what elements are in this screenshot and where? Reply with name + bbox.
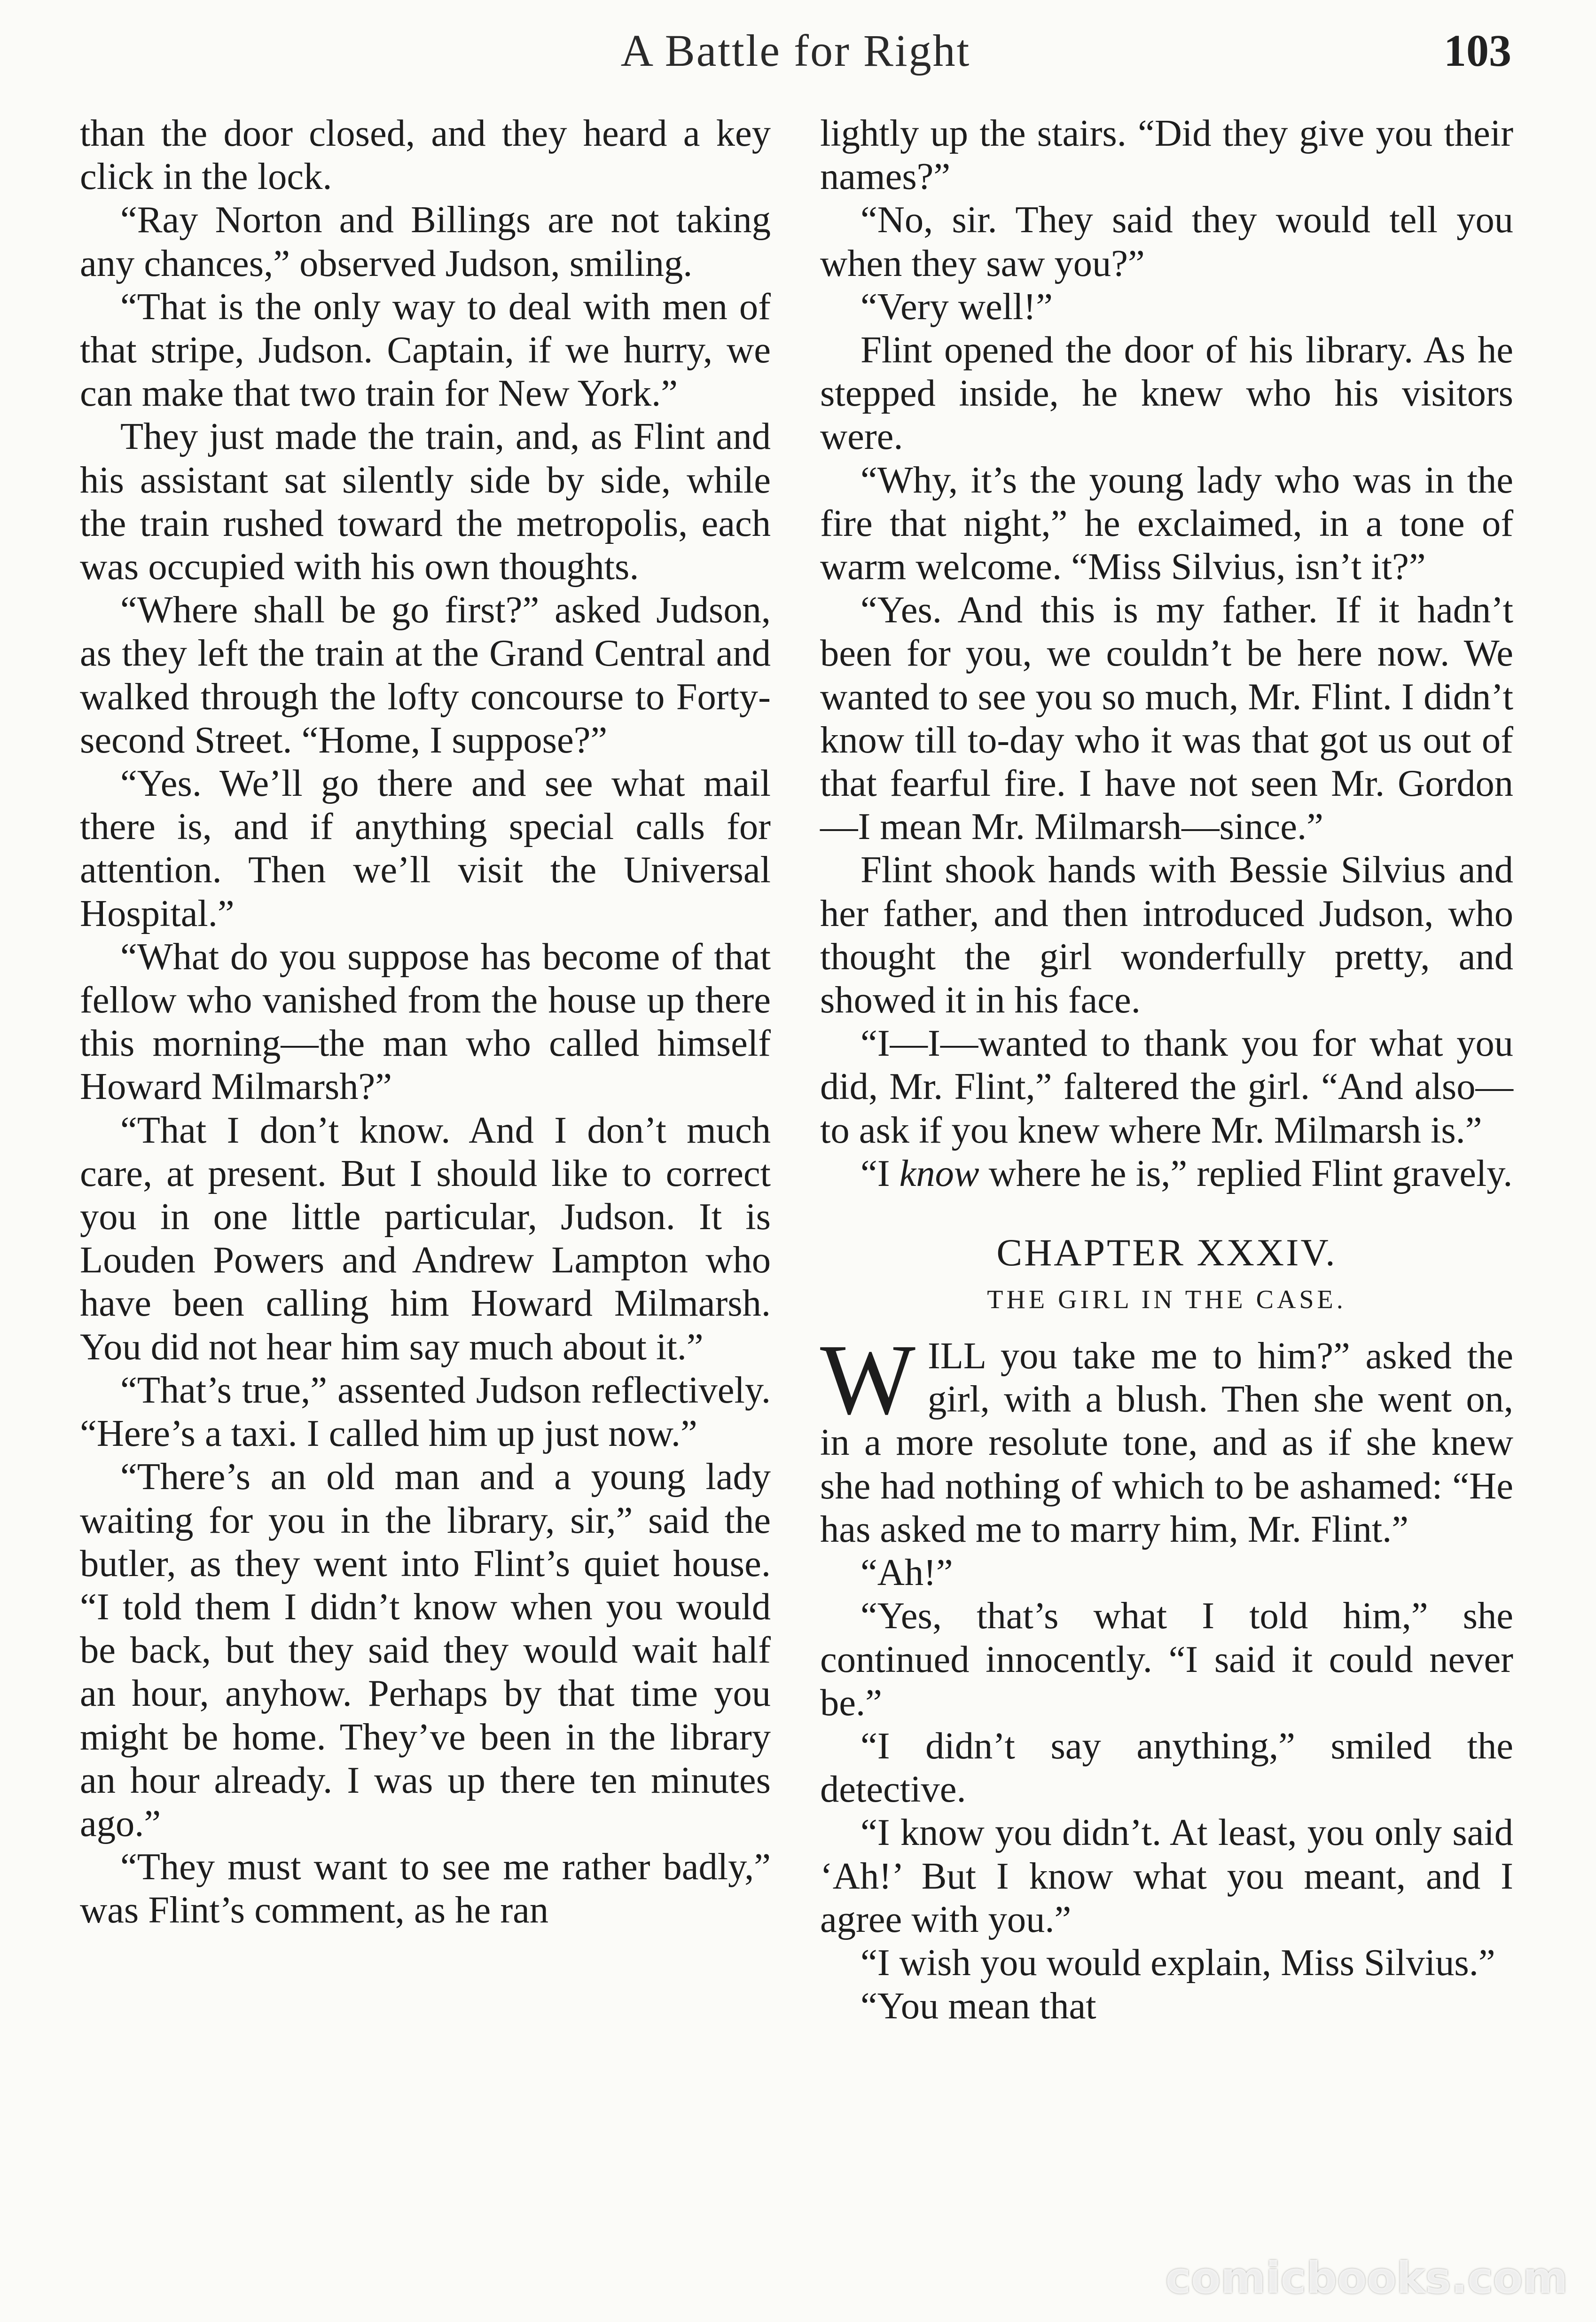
- paragraph: “Yes, that’s what I told him,” she continued innocently. “I said it could never be.”: [820, 1595, 1513, 1724]
- paragraph: “Ah!”: [861, 1552, 953, 1594]
- opening-text: ILL you take me to him?” asked the girl, with a blush. Then she went on, in a more resolute tone, and as if she knew she had nothing of which to be ashamed: “He has asked me to marry him, Mr. Flint.”: [820, 1335, 1513, 1550]
- right-column: [820, 112, 1513, 2028]
- paragraph: than the door closed, and they heard a key click in the lock.: [80, 112, 771, 198]
- paragraph: “Very well!”: [861, 285, 1053, 328]
- reply-text-start: “I: [861, 1152, 900, 1194]
- paragraph: “Ray Norton and Billings are not taking any chances,” observed Judson, smiling.: [80, 199, 771, 284]
- reply-text-end: where he is,” replied Flint gravely.: [979, 1152, 1513, 1194]
- paragraph: “That I don’t know. And I don’t much care, at present. But I should like to correct you in one little particular, Judson. It is Louden Powers and Andrew Lampton who have been calling him Howard Milmarsh. You did not hear him say much about it.”: [80, 1109, 771, 1368]
- paragraph: “That’s true,” assented Judson reflectively. “Here’s a taxi. I called him up just now.”: [80, 1369, 771, 1455]
- paragraph: “I—I—wanted to thank you for what you did, Mr. Flint,” faltered the girl. “And also—to ask if you knew where Mr. Milmarsh is.”: [820, 1022, 1513, 1151]
- paragraph: “There’s an old man and a young lady waiting for you in the library, sir,” said the butler, as they went into Flint’s quiet house. “I told them I didn’t know when you would be back, but they said they would wait half an hour, anyhow. Perhaps by that time you might be home. They’ve been in the library an hour already. I was up there ten minutes ago.”: [80, 1456, 771, 1844]
- paragraph: lightly up the stairs. “Did they give you their names?”: [820, 112, 1513, 198]
- paragraph: “No, sir. They said they would tell you when they saw you?”: [820, 199, 1513, 284]
- left-column: [80, 112, 771, 1932]
- paragraph: “What do you suppose has become of that fellow who vanished from the house up there this morning—the man who called himself Howard Milmarsh?”: [80, 935, 771, 1108]
- paragraph: Flint shook hands with Bessie Silvius and her father, and then introduced Judson, who thought the girl wonderfully pretty, and showed it in his face.: [820, 849, 1513, 1021]
- site-watermark: comicbooks.com: [1165, 2253, 1568, 2303]
- paragraph: They just made the train, and, as Flint and his assistant sat silently side by side, while the train rushed toward the metropolis, each was occupied with his own thoughts.: [80, 416, 771, 588]
- paragraph: “That is the only way to deal with men of that stripe, Judson. Captain, if we hurry, we can make that two train for New York.”: [80, 285, 771, 415]
- paragraph: “They must want to see me rather badly,” was Flint’s comment, as he ran: [80, 1846, 771, 1931]
- page-number: 103: [1444, 25, 1511, 76]
- paragraph: “Why, it’s the young lady who was in the fire that night,” he exclaimed, in a tone of warm welcome. “Miss Silvius, isn’t it?”: [820, 459, 1513, 588]
- paragraph: “Yes. And this is my father. If it hadn’t been for you, we couldn’t be here now. We wanted to see you so much, Mr. Flint. I didn’t know till to-day who it was that got us out of that fearful fire. I have not seen Mr. Gordon—I mean Mr. Milmarsh—since.”: [820, 589, 1513, 848]
- chapter-title: CHAPTER XXXIV.: [996, 1231, 1337, 1274]
- paragraph: “I wish you would explain, Miss Silvius.”: [861, 1941, 1495, 1984]
- paragraph: “Yes. We’ll go there and see what mail there is, and if anything special calls for attention. Then we’ll visit the Universal Hospital.”: [80, 762, 771, 934]
- page-header: [80, 24, 1511, 81]
- emphasized-word: know: [899, 1152, 979, 1194]
- paragraph: “I know you didn’t. At least, you only said ‘Ah!’ But I know what you meant, and I agree with you.”: [820, 1812, 1513, 1940]
- running-title: A Battle for Right: [620, 25, 971, 76]
- paragraph: “You mean that: [861, 1985, 1096, 2027]
- flint-reply-paragraph: [820, 1152, 1513, 1195]
- paragraph: “I didn’t say anything,” smiled the detective.: [820, 1725, 1513, 1811]
- paragraph: “Where shall be go first?” asked Judson, as they left the train at the Grand Central and walked through the lofty concourse to Forty-second Street. “Home, I suppose?”: [80, 589, 771, 761]
- drop-cap: W: [820, 1323, 915, 1436]
- chapter-subtitle: THE GIRL IN THE CASE.: [987, 1285, 1346, 1315]
- paragraph: Flint opened the door of his library. As he stepped inside, he knew who his visitors were.: [820, 329, 1513, 458]
- chapter-opening-paragraph: [820, 1323, 1513, 1551]
